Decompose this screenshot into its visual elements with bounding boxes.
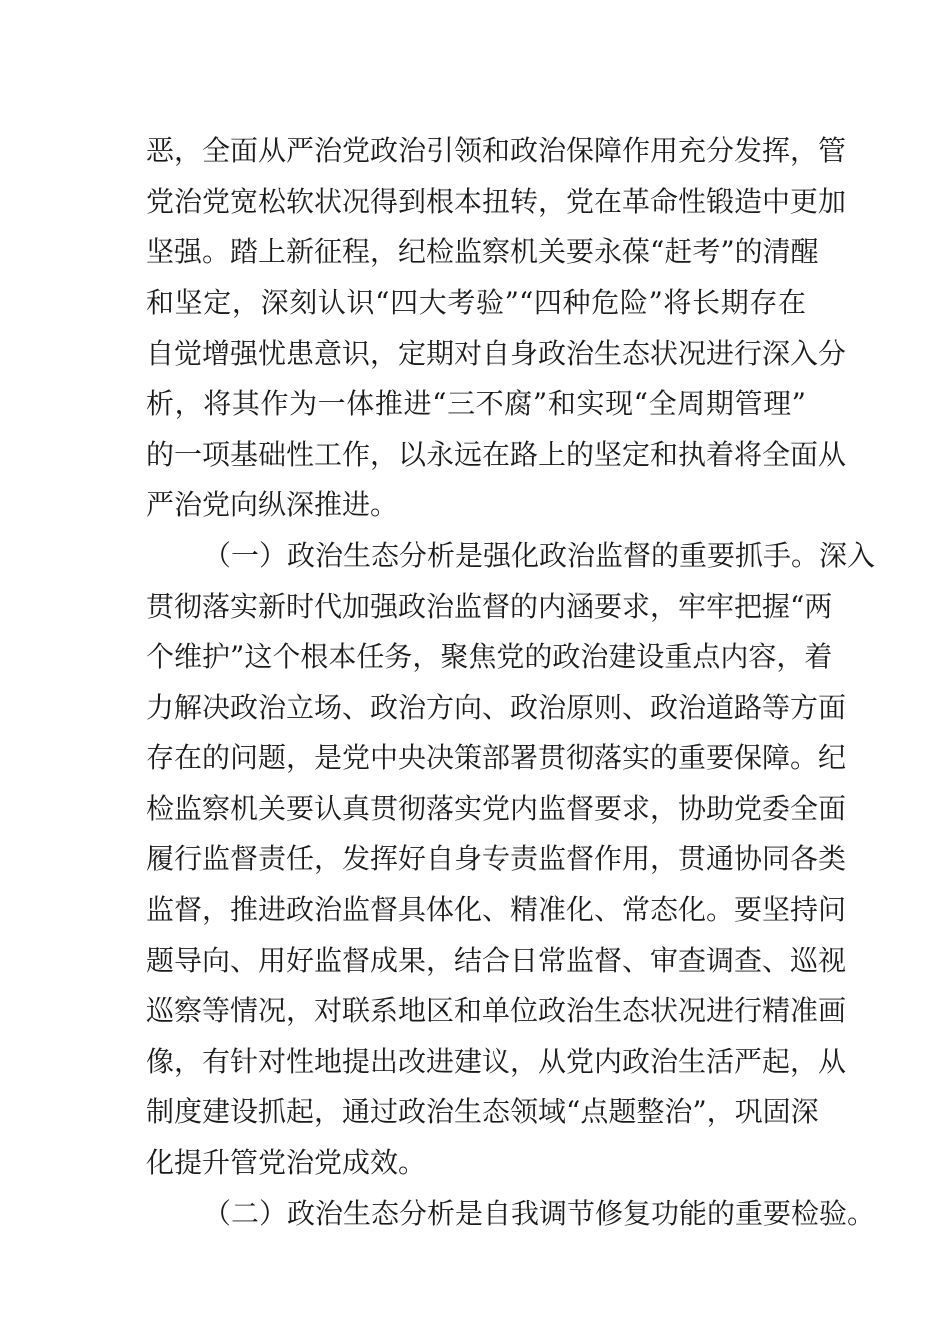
text-line	[0, 587, 950, 627]
text-line	[0, 283, 950, 323]
text-line-content: 的一项基础性工作，以永远在路上的坚定和执着将全面从	[146, 438, 847, 471]
text-line-content: （二）政治生态分析是自我调节修复功能的重要检验。	[203, 1197, 876, 1230]
text-line	[0, 941, 950, 981]
text-line	[0, 182, 950, 222]
section-heading-line	[0, 536, 950, 576]
text-line	[0, 1092, 950, 1132]
text-line-content: 力解决政治立场、政治方向、政治原则、政治道路等方面	[146, 691, 847, 724]
text-line	[0, 485, 950, 525]
text-line-content: 检监察机关要认真贯彻落实党内监督要求，协助党委全面	[146, 792, 847, 825]
text-line	[0, 688, 950, 728]
text-line-content: （一）政治生态分析是强化政治监督的重要抓手。深入	[203, 539, 876, 572]
text-line-content: 制度建设抓起，通过政治生态领域“点题整治”，巩固深	[146, 1095, 819, 1128]
text-line-content: 贯彻落实新时代加强政治监督的内涵要求，牢牢把握“两	[146, 590, 833, 623]
text-line-content: 化提升管党治党成效。	[146, 1146, 427, 1179]
text-line-content: 题导向、用好监督成果，结合日常监督、审查调查、巡视	[146, 944, 847, 977]
text-line	[0, 232, 950, 272]
text-line	[0, 637, 950, 677]
text-line	[0, 131, 950, 171]
text-line	[0, 738, 950, 778]
text-line-content: 巡察等情况，对联系地区和单位政治生态状况进行精准画	[146, 994, 847, 1027]
section-heading-line	[0, 1194, 950, 1234]
text-line-content: 析，将其作为一体推进“三不腐”和实现“全周期管理”	[146, 387, 806, 420]
text-line-content: 和坚定，深刻认识“四大考验”“四种危险”将长期存在	[146, 286, 806, 319]
text-line	[0, 435, 950, 475]
text-line-content: 像，有针对性地提出改进建议，从党内政治生活严起，从	[146, 1045, 847, 1078]
text-line-content: 严治党向纵深推进。	[146, 488, 399, 521]
text-line	[0, 839, 950, 879]
text-line	[0, 334, 950, 374]
text-line	[0, 1042, 950, 1082]
text-line-content: 恶，全面从严治党政治引领和政治保障作用充分发挥，管	[146, 134, 847, 167]
text-line-content: 党治党宽松软状况得到根本扭转，党在革命性锻造中更加	[146, 185, 847, 218]
text-line-content: 存在的问题，是党中央决策部署贯彻落实的重要保障。纪	[146, 741, 847, 774]
text-line-content: 监督，推进政治监督具体化、精准化、常态化。要坚持问	[146, 893, 847, 926]
text-line-content: 坚强。踏上新征程，纪检监察机关要永葆“赶考”的清醒	[146, 235, 819, 268]
text-line-content: 个维护”这个根本任务，聚焦党的政治建设重点内容，着	[146, 640, 833, 673]
text-line	[0, 991, 950, 1031]
text-line	[0, 1143, 950, 1183]
text-line	[0, 384, 950, 424]
text-line-content: 自觉增强忧患意识，定期对自身政治生态状况进行深入分	[146, 337, 847, 370]
text-line-content: 履行监督责任，发挥好自身专责监督作用，贯通协同各类	[146, 842, 847, 875]
text-line	[0, 789, 950, 829]
text-line	[0, 890, 950, 930]
